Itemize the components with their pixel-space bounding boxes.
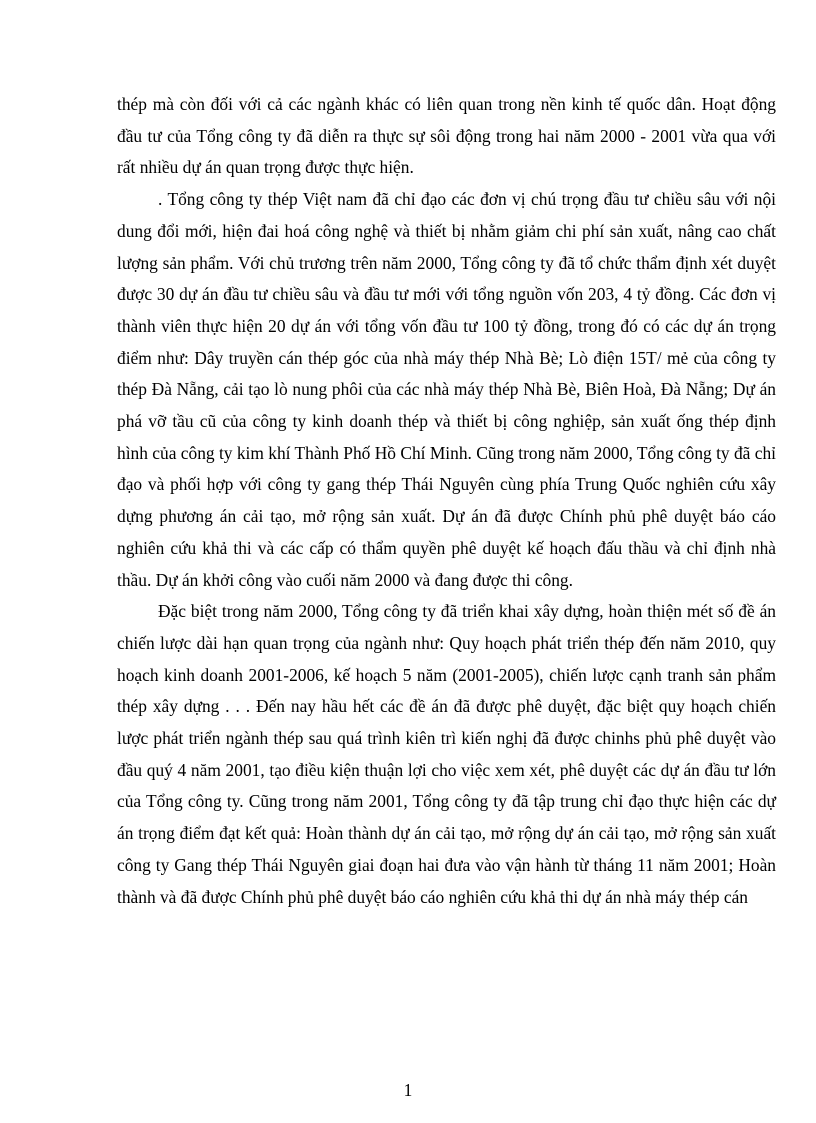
- paragraph-2: . Tổng công ty thép Việt nam đã chỉ đạo các đơn vị chú trọng đầu tư chiều sâu với nội dung đổi mới, hiện đai hoá công nghệ và thiết bị nhằm giảm chi phí sản xuất, nâng cao chất lượng sản phẩm. Với chủ trương trên năm 2000, Tổng công ty đã tổ chức thẩm định xét duyệt được 30 dự án đầu tư chiều sâu và đầu tư mới với tổng nguồn vốn 203, 4 tỷ đồng. Các đơn vị thành viên thực hiện 20 dự án với tổng vốn đầu tư 100 tỷ đồng, trong đó có các dự án trọng điểm như: Dây truyền cán thép góc của nhà máy thép Nhà Bè; Lò điện 15T/ mẻ của công ty thép Đà Nẵng, cải tạo lò nung phôi của các nhà máy thép Nhà Bè, Biên Hoà, Đà Nẵng; Dự án phá vỡ tầu cũ của công ty kinh doanh thép và thiết bị công nghiệp, sản xuất ống thép định hình của công ty kim khí Thành Phố Hồ Chí Minh. Cũng trong năm 2000, Tổng công ty đã chỉ đạo và phối hợp với công ty gang thép Thái Nguyên cùng phía Trung Quốc nghiên cứu xây dựng phương án cải tạo, mở rộng sản xuất. Dự án đã được Chính phủ phê duyệt báo cáo nghiên cứu khả thi và các cấp có thẩm quyền phê duyệt kế hoạch đấu thầu và chỉ định nhà thầu. Dự án khởi công vào cuối năm 2000 và đang được thi công.: [117, 189, 776, 590]
- paragraph-1: thép mà còn đối với cả các ngành khác có liên quan trong nền kinh tế quốc dân. Hoạt động đầu tư của Tổng công ty đã diễn ra thực sự sôi động trong hai năm 2000 - 2001 vừa qua với rất nhiều dự án quan trọng được thực hiện.: [117, 94, 776, 178]
- body-text: [117, 89, 776, 913]
- page-number: 1: [403, 1080, 413, 1100]
- paragraph-3: Đặc biệt trong năm 2000, Tổng công ty đã triển khai xây dựng, hoàn thiện mét số đề án chiến lược dài hạn quan trọng của ngành như: Quy hoạch phát triển thép đến năm 2010, quy hoạch kinh doanh 2001-2006, kế hoạch 5 năm (2001-2005), chiến lược cạnh tranh sản phẩm thép xây dựng . . . Đến nay hầu hết các đề án đã được phê duyệt, đặc biệt quy hoạch chiến lược phát triển ngành thép sau quá trình kiên trì kiến nghị đã được chinhs phủ phê duyệt vào đầu quý 4 năm 2001, tạo điều kiện thuận lợi cho việc xem xét, phê duyệt các dự án đầu tư lớn của Tổng công ty. Cũng trong năm 2001, Tổng công ty đã tập trung chỉ đạo thực hiện các dự án trọng điểm đạt kết quả: Hoàn thành dự án cải tạo, mở rộng dự án cải tạo, mở rộng sản xuất công ty Gang thép Thái Nguyên giai đoạn hai đưa vào vận hành từ tháng 11 năm 2001; Hoàn thành và đã được Chính phủ phê duyệt báo cáo nghiên cứu khả thi dự án nhà máy thép cán: [117, 601, 776, 907]
